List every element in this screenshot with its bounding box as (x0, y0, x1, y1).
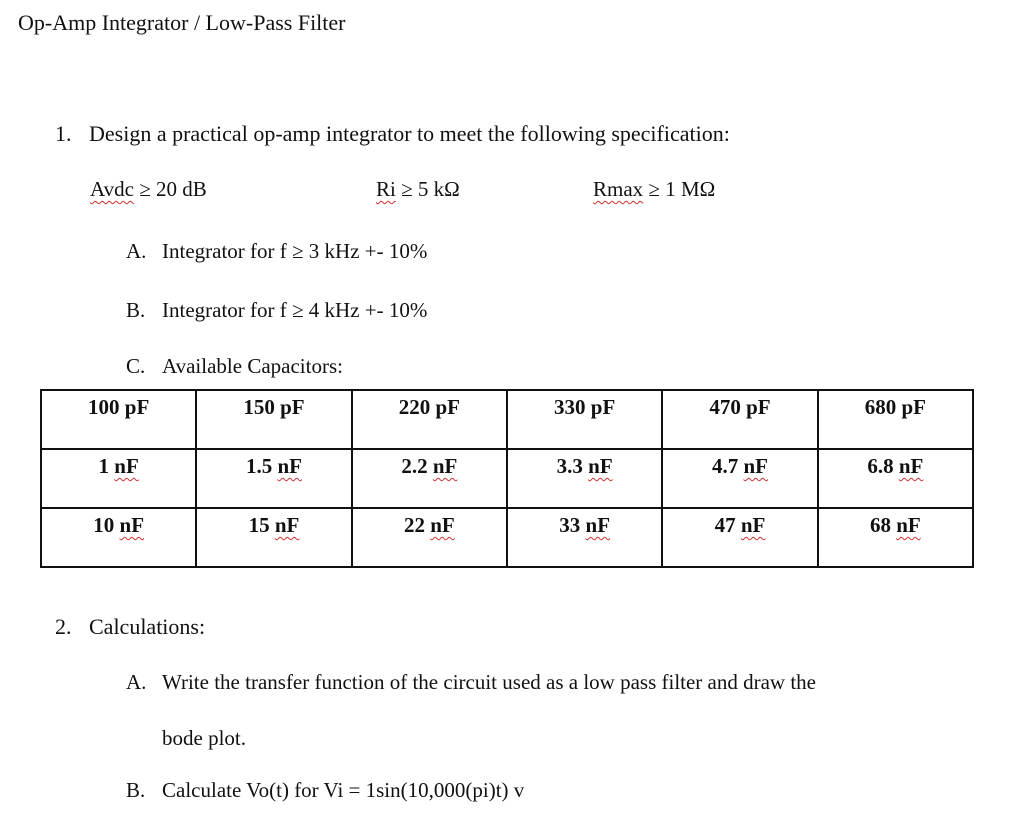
table-cell (352, 508, 507, 567)
item-2a-text: Write the transfer function of the circuit used as a low pass filter and draw the (162, 670, 817, 694)
item-2a-letter: A. (126, 670, 147, 694)
cap-unit: nF (430, 513, 455, 537)
cap-value: 33 (559, 513, 581, 537)
item-1c (126, 354, 343, 379)
spec-ri (376, 177, 460, 202)
question-2-text: Calculations: (89, 614, 206, 639)
item-1a-letter: A. (126, 239, 147, 263)
table-cell (507, 508, 662, 567)
spec-rmax-name: Rmax (593, 177, 644, 201)
capacitor-table (40, 389, 974, 568)
cap-value: 47 (714, 513, 736, 537)
question-2-number: 2. (55, 614, 72, 639)
cap-unit: nF (114, 454, 139, 478)
table-cell (352, 390, 507, 449)
table-cell (507, 449, 662, 508)
spec-avdc-name: Avdc (90, 177, 134, 201)
table-cell (196, 390, 351, 449)
cap-unit: nF (274, 513, 300, 537)
question-1-number: 1. (55, 121, 72, 146)
table-row (41, 508, 973, 567)
cap-unit: nF (898, 454, 924, 478)
page-title: Op-Amp Integrator / Low-Pass Filter (18, 10, 346, 35)
spec-avdc (90, 177, 207, 202)
cap-value: 150 (243, 395, 275, 419)
table-cell (352, 449, 507, 508)
item-1b-letter: B. (126, 298, 146, 322)
cap-unit: nF (896, 513, 921, 537)
item-1b-text: Integrator for f ≥ 4 kHz +- 10% (162, 298, 428, 322)
cap-unit: nF (277, 454, 302, 478)
cap-value: 330 (554, 395, 586, 419)
item-1b (126, 298, 427, 323)
table-cell (818, 449, 973, 508)
table-cell (507, 390, 662, 449)
cap-value: 1.5 (245, 454, 273, 478)
item-1a (126, 239, 427, 264)
cap-value: 3.3 (556, 454, 583, 478)
item-1a-text: Integrator for f ≥ 3 kHz +- 10% (162, 239, 428, 263)
cap-value: 220 (398, 395, 431, 419)
cap-unit: nF (585, 513, 611, 537)
cap-value: 68 (869, 513, 891, 537)
item-2b-letter: B. (126, 778, 146, 802)
cap-value: 4.7 (711, 454, 739, 478)
table-cell (662, 508, 817, 567)
cap-unit: pF (435, 395, 460, 419)
table-cell (41, 449, 196, 508)
cap-unit: nF (119, 513, 145, 537)
spec-ri-value: ≥ 5 kΩ (401, 177, 460, 201)
question-2 (55, 614, 205, 640)
cap-unit: pF (901, 395, 926, 419)
cap-value: 15 (248, 513, 270, 537)
cap-unit: pF (124, 395, 150, 419)
cap-value: 680 (864, 395, 897, 419)
cap-value: 10 (93, 513, 115, 537)
table-cell (662, 390, 817, 449)
table-row (41, 390, 973, 449)
item-2a-continued: bode plot. (162, 726, 246, 750)
spec-avdc-value: ≥ 20 dB (139, 177, 207, 201)
table-cell (662, 449, 817, 508)
cap-value: 100 (88, 395, 120, 419)
cap-unit: nF (588, 454, 613, 478)
table-cell (196, 449, 351, 508)
table-cell (41, 508, 196, 567)
table-row (41, 449, 973, 508)
cap-value: 470 (709, 395, 741, 419)
cap-unit: pF (280, 395, 305, 419)
question-1-text: Design a practical op-amp integrator to meet the following specification: (89, 121, 730, 146)
spec-rmax-value: ≥ 1 MΩ (648, 177, 716, 201)
item-2b (126, 778, 524, 803)
cap-value: 2.2 (401, 454, 428, 478)
table-cell (818, 390, 973, 449)
cap-unit: pF (590, 395, 616, 419)
table-cell (41, 390, 196, 449)
question-1 (55, 121, 730, 147)
spec-ri-name: Ri (376, 177, 396, 201)
cap-unit: nF (740, 513, 766, 537)
item-2b-text: Calculate Vo(t) for Vi = 1sin(10,000(pi)t) v (162, 778, 525, 802)
item-1c-text: Available Capacitors: (162, 354, 343, 378)
item-1c-letter: C. (126, 354, 146, 378)
cap-value: 6.8 (867, 454, 894, 478)
table-cell (818, 508, 973, 567)
cap-unit: nF (432, 454, 458, 478)
cap-value: 1 (98, 454, 110, 478)
cap-unit: pF (746, 395, 771, 419)
spec-rmax (593, 177, 715, 202)
table-cell (196, 508, 351, 567)
item-2a (126, 670, 816, 695)
cap-value: 22 (403, 513, 425, 537)
cap-unit: nF (743, 454, 768, 478)
